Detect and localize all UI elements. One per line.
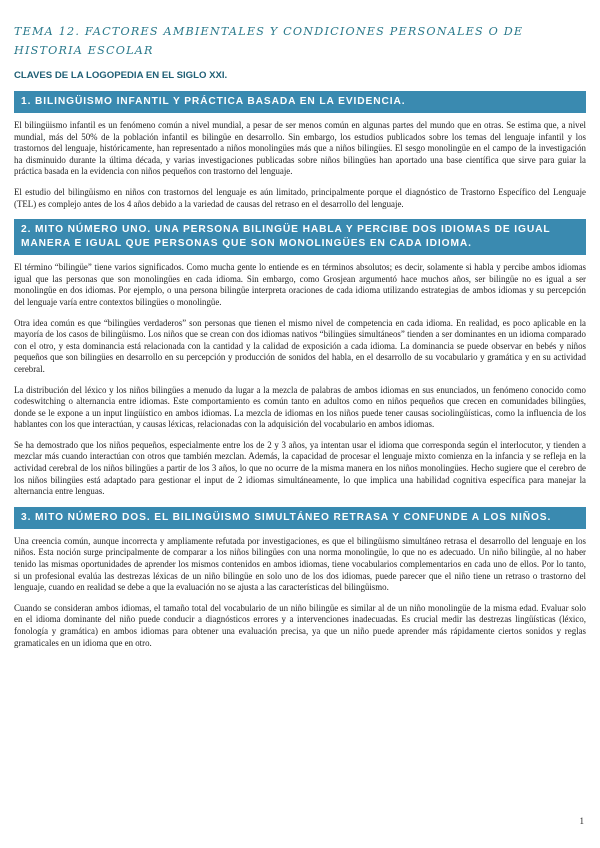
paragraph: La distribución del léxico y los niños bilingües a menudo da lugar a la mezcla de palabras de ambos idiomas en sus enunciados, un fenómeno conocido como codeswitching o alternancia entre idiomas. Este comportamiento es común tanto en adultos como en niños pequeños que crecen en comunidades bilingües, donde se le expone a un input lingüístico en ambos idiomas. La mezcla de idiomas en los niños puede tener causas sociolingüísticas, como la influencia de los hablantes con los que interactúan, y causas léxicas, relacionadas con la adquisición del vocabulario en ambos idiomas. [14,384,586,430]
paragraph: Cuando se consideran ambos idiomas, el tamaño total del vocabulario de un niño bilingüe es similar al de un niño monolingüe de la misma edad. Evaluar solo en el idioma dominante del niño puede conducir a diagnósticos errores y a intervenciones inadecuadas. Es crucial medir las destrezas lingüísticas (léxico, fonología y gramática) en ambos idiomas para obtener una evaluación precisa, ya que un niño puede aprender más rápidamente ciertos sonidos y reglas gramaticales en un idioma que en otro. [14,602,586,648]
paragraph: Se ha demostrado que los niños pequeños, especialmente entre los de 2 y 3 años, ya intentan usar el idioma que corresponda según el interlocutor, y tienden a mezclar más cuando interactúan con otros que también mezclan. Además, la capacidad de procesar el lenguaje mixto comienza en la infancia y se refleja en la actividad cerebral de los niños bilingües a partir de los 3 años, lo que no ocurre de la misma manera en los niños monolingües. Hecho sugiere que el cerebro de los niños bilingües está adaptado para gestionar el input de 2 idiomas simultáneamente, lo que implica una habilidad cognitiva específica para manejar la alternancia entre lenguas. [14,439,586,497]
section-3 [14,507,586,649]
paragraph: El bilingüismo infantil es un fenómeno común a nivel mundial, a pesar de ser menos común en algunas partes del mundo que en otras. Se estima que, a nivel mundial, más del 50% de la población infantil es bilingüe en desarrollo. Sin embargo, los estudios publicados sobre los temas del lenguaje infantil y los trastornos del lenguaje, históricamente, han representado a niños monolingües más que a niños bilingües. El sesgo monolingüe en el campo de la investigación ha disminuido durante la última década, y varias investigaciones publicadas sobre niños bilingües han aportado una base científica que sirve para guiar la práctica basada en la evidencia con niños pequeños con trastorno del lenguaje. [14,120,586,177]
section-heading: 3. MITO NÚMERO DOS. EL BILINGÜISMO SIMULTÁNEO RETRASA Y CONFUNDE A LOS NIÑOS. [14,507,586,529]
document-subtitle: CLAVES DE LA LOGOPEDIA EN EL SIGLO XXI. [14,70,228,81]
section-heading: 1. BILINGÜISMO INFANTIL Y PRÁCTICA BASADA EN LA EVIDENCIA. [14,91,586,113]
document-title: TEMA 12. FACTORES AMBIENTALES Y CONDICIONES PERSONALES O DE HISTORIA ESCOLAR [14,25,524,57]
page-number: 1 [579,816,584,826]
section-1 [14,91,586,210]
section-2 [14,219,586,498]
section-heading: 2. MITO NÚMERO UNO. UNA PERSONA BILINGÜE HABLA Y PERCIBE DOS IDIOMAS DE IGUAL MANERA E IGUAL QUE PERSONAS QUE SON MONOLINGÜES EN CADA IDIOMA. [14,219,586,255]
paragraph: Otra idea común es que “bilingües verdaderos” son personas que tienen el mismo nivel de competencia en cada idioma. En realidad, es poco aplicable en la mayoría de los casos de bilingüismo. Los niños que se crean con dos idiomas nativos “bilingües simultáneos” tienden a ser dominantes en un idioma comparado con el otro, y esta dominancia está relacionada con la cantidad y la calidad de exposición a cada idioma. La dominancia se puede observar en bebés y niños pequeños que son bilingües en desarrollo en su percepción y producción de sonidos del habla, en el desarrollo de su vocabulario y gramática y en su actividad cerebral. [14,317,586,374]
paragraph: Una creencia común, aunque incorrecta y ampliamente refutada por investigaciones, es que el bilingüismo simultáneo retrasa el desarrollo del lenguaje en los niños. Esta noción surge principalmente de comparar a los niños bilingües con una norma monolingüe, lo que no es adecuado. Un niño bilingüe, al no haber tenido las mismas oportunidades de aprender los mismos contenidos en ambos idiomas, tiene vocabularios complementarios en cada uno de ellos. Por lo tanto, si un profesional evalúa las destrezas léxicas de un niño bilingüe en solo uno de los dos idiomas, puede parecer que el niño tiene un retraso o trastorno del lenguaje, cuando en realidad se debe a que la evaluación no se ajusta a las características del bilingüismo. [14,535,586,593]
paragraph: El término “bilingüe” tiene varios significados. Como mucha gente lo entiende es en términos absolutos; es decir, solamente si habla y percibe ambos idiomas igual que las personas que son monolingües en cada idioma. Sin embargo, como Grosjean argumentó hace muchos años, ser bilingüe no es igual a ser monolingüe en dos idiomas. Por ejemplo, o una persona bilingüe interpreta oraciones de cada idioma utilizando estrategias de ambos idiomas y su percepción del lenguaje varía entre contextos bilingües o monolingüe. [14,262,586,307]
paragraph: El estudio del bilingüismo en niños con trastornos del lenguaje es aún limitado, principalmente porque el diagnóstico de Trastorno Específico del Lenguaje (TEL) es complejo antes de los 4 años debido a la variedad de causas del retraso en el desarrollo del lenguaje. [14,186,586,209]
